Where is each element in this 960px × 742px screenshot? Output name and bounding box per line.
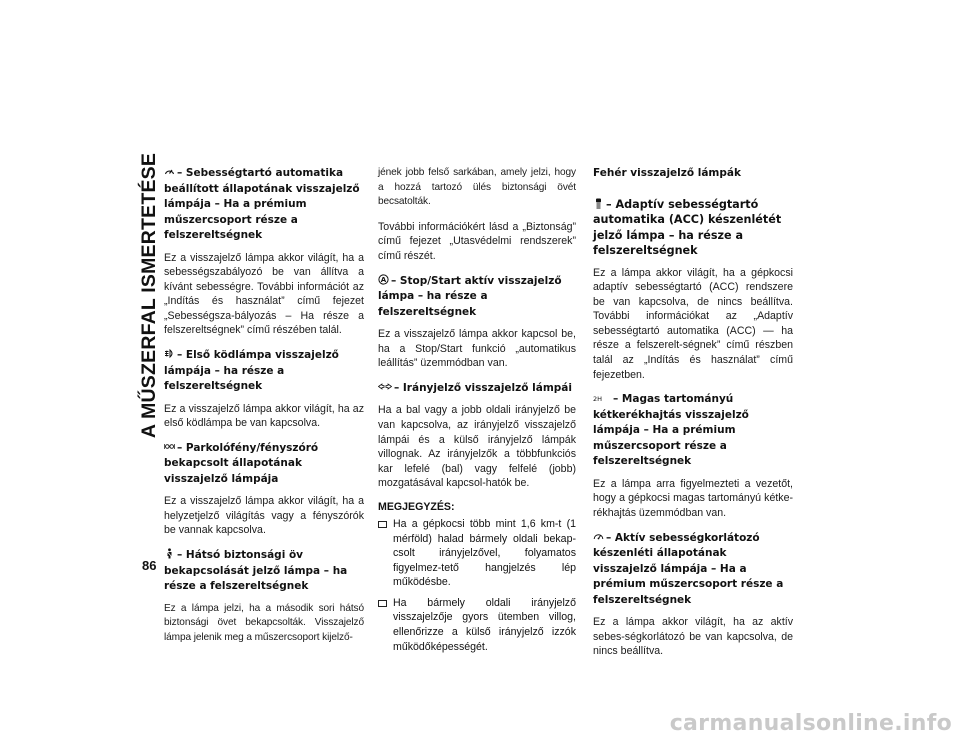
parking-lights-icon bbox=[164, 441, 175, 452]
para-rear-seatbelt: Ez a lámpa jelzi, ha a második sori hátsó biztonsági övet bekapcsolták. Visszajelző lámpa jelenik meg a műszercsoport kijelző- bbox=[164, 602, 364, 643]
heading-cruise-set: – Sebességtartó automatika beállított állapotának visszajelző lámpája – Ha a prémium műszercsoport része a felszereltségnek bbox=[164, 167, 360, 241]
para-speed-limiter: Ez a lámpa akkor világít, ha az aktív sebes-ségkorlátozó be van kapcsolva, de nincs beállítva. bbox=[593, 616, 793, 658]
heading-park-headlamp: – Parkolófény/fényszóró bekapcsolt állapotának visszajelző lámpája bbox=[164, 441, 319, 485]
note-label: MEGJEGYZÉS: bbox=[378, 500, 455, 513]
note-item: Ha bármely oldali irányjelző visszajelzője gyors ütemben villog, ellenőrizze a külső irányjelző izzók működőképességét. bbox=[378, 596, 576, 654]
note-item: Ha a gépkocsi több mint 1,6 km-t (1 mérföld) halad bármely oldali bekap-csolt irányjelzővel, folyamatos figyelmez-tető hangjelzés lép működésbe. bbox=[378, 517, 576, 590]
speed-limiter-icon bbox=[593, 531, 604, 542]
bullet-box-icon bbox=[378, 600, 387, 607]
two-wheel-drive-high-icon: 2H bbox=[593, 395, 603, 404]
para-stop-start: Ez a visszajelző lámpa akkor kapcsol be, ha a Stop/Start funkció „automatikus leállítás” üzemmódban van. bbox=[378, 328, 576, 370]
heading-rear-seatbelt: – Hátsó biztonsági öv bekapcsolását jelző lámpa – ha része a felszereltségnek bbox=[164, 549, 348, 593]
front-fog-lamp-icon bbox=[164, 348, 175, 359]
section-title-vertical bbox=[138, 152, 162, 438]
para-safety-reference: További információkért lásd a „Biztonság” című fejezet „Utasvédelmi rendszerek” című részét. bbox=[378, 220, 576, 262]
heading-acc-ready: – Adaptív sebességtartó automatika (ACC) készenlétét jelző lámpa – ha része a felszereltségnek bbox=[593, 197, 782, 257]
adaptive-cruise-icon bbox=[593, 198, 604, 209]
svg-text:A: A bbox=[380, 275, 387, 284]
heading-front-fog: – Első ködlámpa visszajelző lámpája – ha része a felszereltségnek bbox=[164, 349, 339, 393]
heading-2wd-high: 2H – Magas tartományú kétkerékhajtás visszajelző lámpája – Ha a prémium műszercsoport része a felszereltségnek bbox=[593, 393, 749, 468]
seatbelt-icon bbox=[164, 548, 175, 559]
para-turn-signals: Ha a bal vagy a jobb oldali irányjelző be van kapcsolva, az irányjelző visszajelző lámpái és a külső irányjelző lámpák villognak. Az irányjelzők a többfunkciós kar lefelé (bal) vagy felfelé (jobb) mozgatásával kapcsol-hatók be. bbox=[378, 404, 576, 490]
para-seatbelt-continued: jének jobb felső sarkában, amely jelzi, hogy a hozzá tartozó ülés biztonsági övét becsatolták. bbox=[378, 167, 576, 208]
cruise-control-icon bbox=[164, 166, 175, 177]
page-number: 86 bbox=[142, 558, 157, 573]
column-2 bbox=[378, 166, 576, 660]
para-cruise-set: Ez a visszajelző lámpa akkor világít, ha a sebességszabályozó be van állítva a kívánt sebességre. További információt az „Indítás és használat” című fejezet „Sebességsza-bályozás – Ha része a felszereltségnek” című részében talál. bbox=[164, 251, 364, 337]
stop-start-icon bbox=[378, 274, 389, 285]
column-1 bbox=[164, 166, 364, 655]
column-3 bbox=[593, 166, 793, 669]
heading-stop-start: A – Stop/Start aktív visszajelző lámpa – ha része a felszereltségnek bbox=[378, 274, 562, 318]
watermark: carmanualsonline.info bbox=[669, 711, 952, 736]
heading-white-indicators: Fehér visszajelző lámpák bbox=[593, 167, 741, 179]
para-acc-ready: Ez a lámpa akkor világít, ha a gépkocsi adaptív sebességtartó (ACC) rendszere be van kapcsolva, de nincs beállítva. További információkat az „Adaptív sebességtartó automatika (ACC) — ha része a felszerelt-ségnek” című részben talál az „Indítás és használat” című fejezetben. bbox=[593, 266, 793, 381]
turn-signal-arrows-icon bbox=[378, 381, 392, 392]
para-front-fog: Ez a visszajelző lámpa akkor világít, ha az első ködlámpa be van kapcsolva. bbox=[164, 402, 364, 430]
para-park-headlamp: Ez a visszajelző lámpa akkor világít, ha a helyzetjelző világítás vagy a fényszórók be vannak kapcsolva. bbox=[164, 495, 364, 537]
heading-turn-signals: – Irányjelző visszajelző lámpái bbox=[378, 381, 576, 397]
para-2wd-high: Ez a lámpa arra figyelmezteti a vezetőt, hogy a gépkocsi magas tartományú kétke-rékhajtás üzemmódban van. bbox=[593, 477, 793, 519]
heading-speed-limiter: – Aktív sebességkorlátozó készenléti állapotának visszajelző lámpája – Ha a prémium műszercsoport része a felszereltségnek bbox=[593, 531, 784, 606]
bullet-box-icon bbox=[378, 521, 387, 528]
section-title-text: A MŰSZERFAL ISMERTETÉSE bbox=[138, 152, 161, 438]
